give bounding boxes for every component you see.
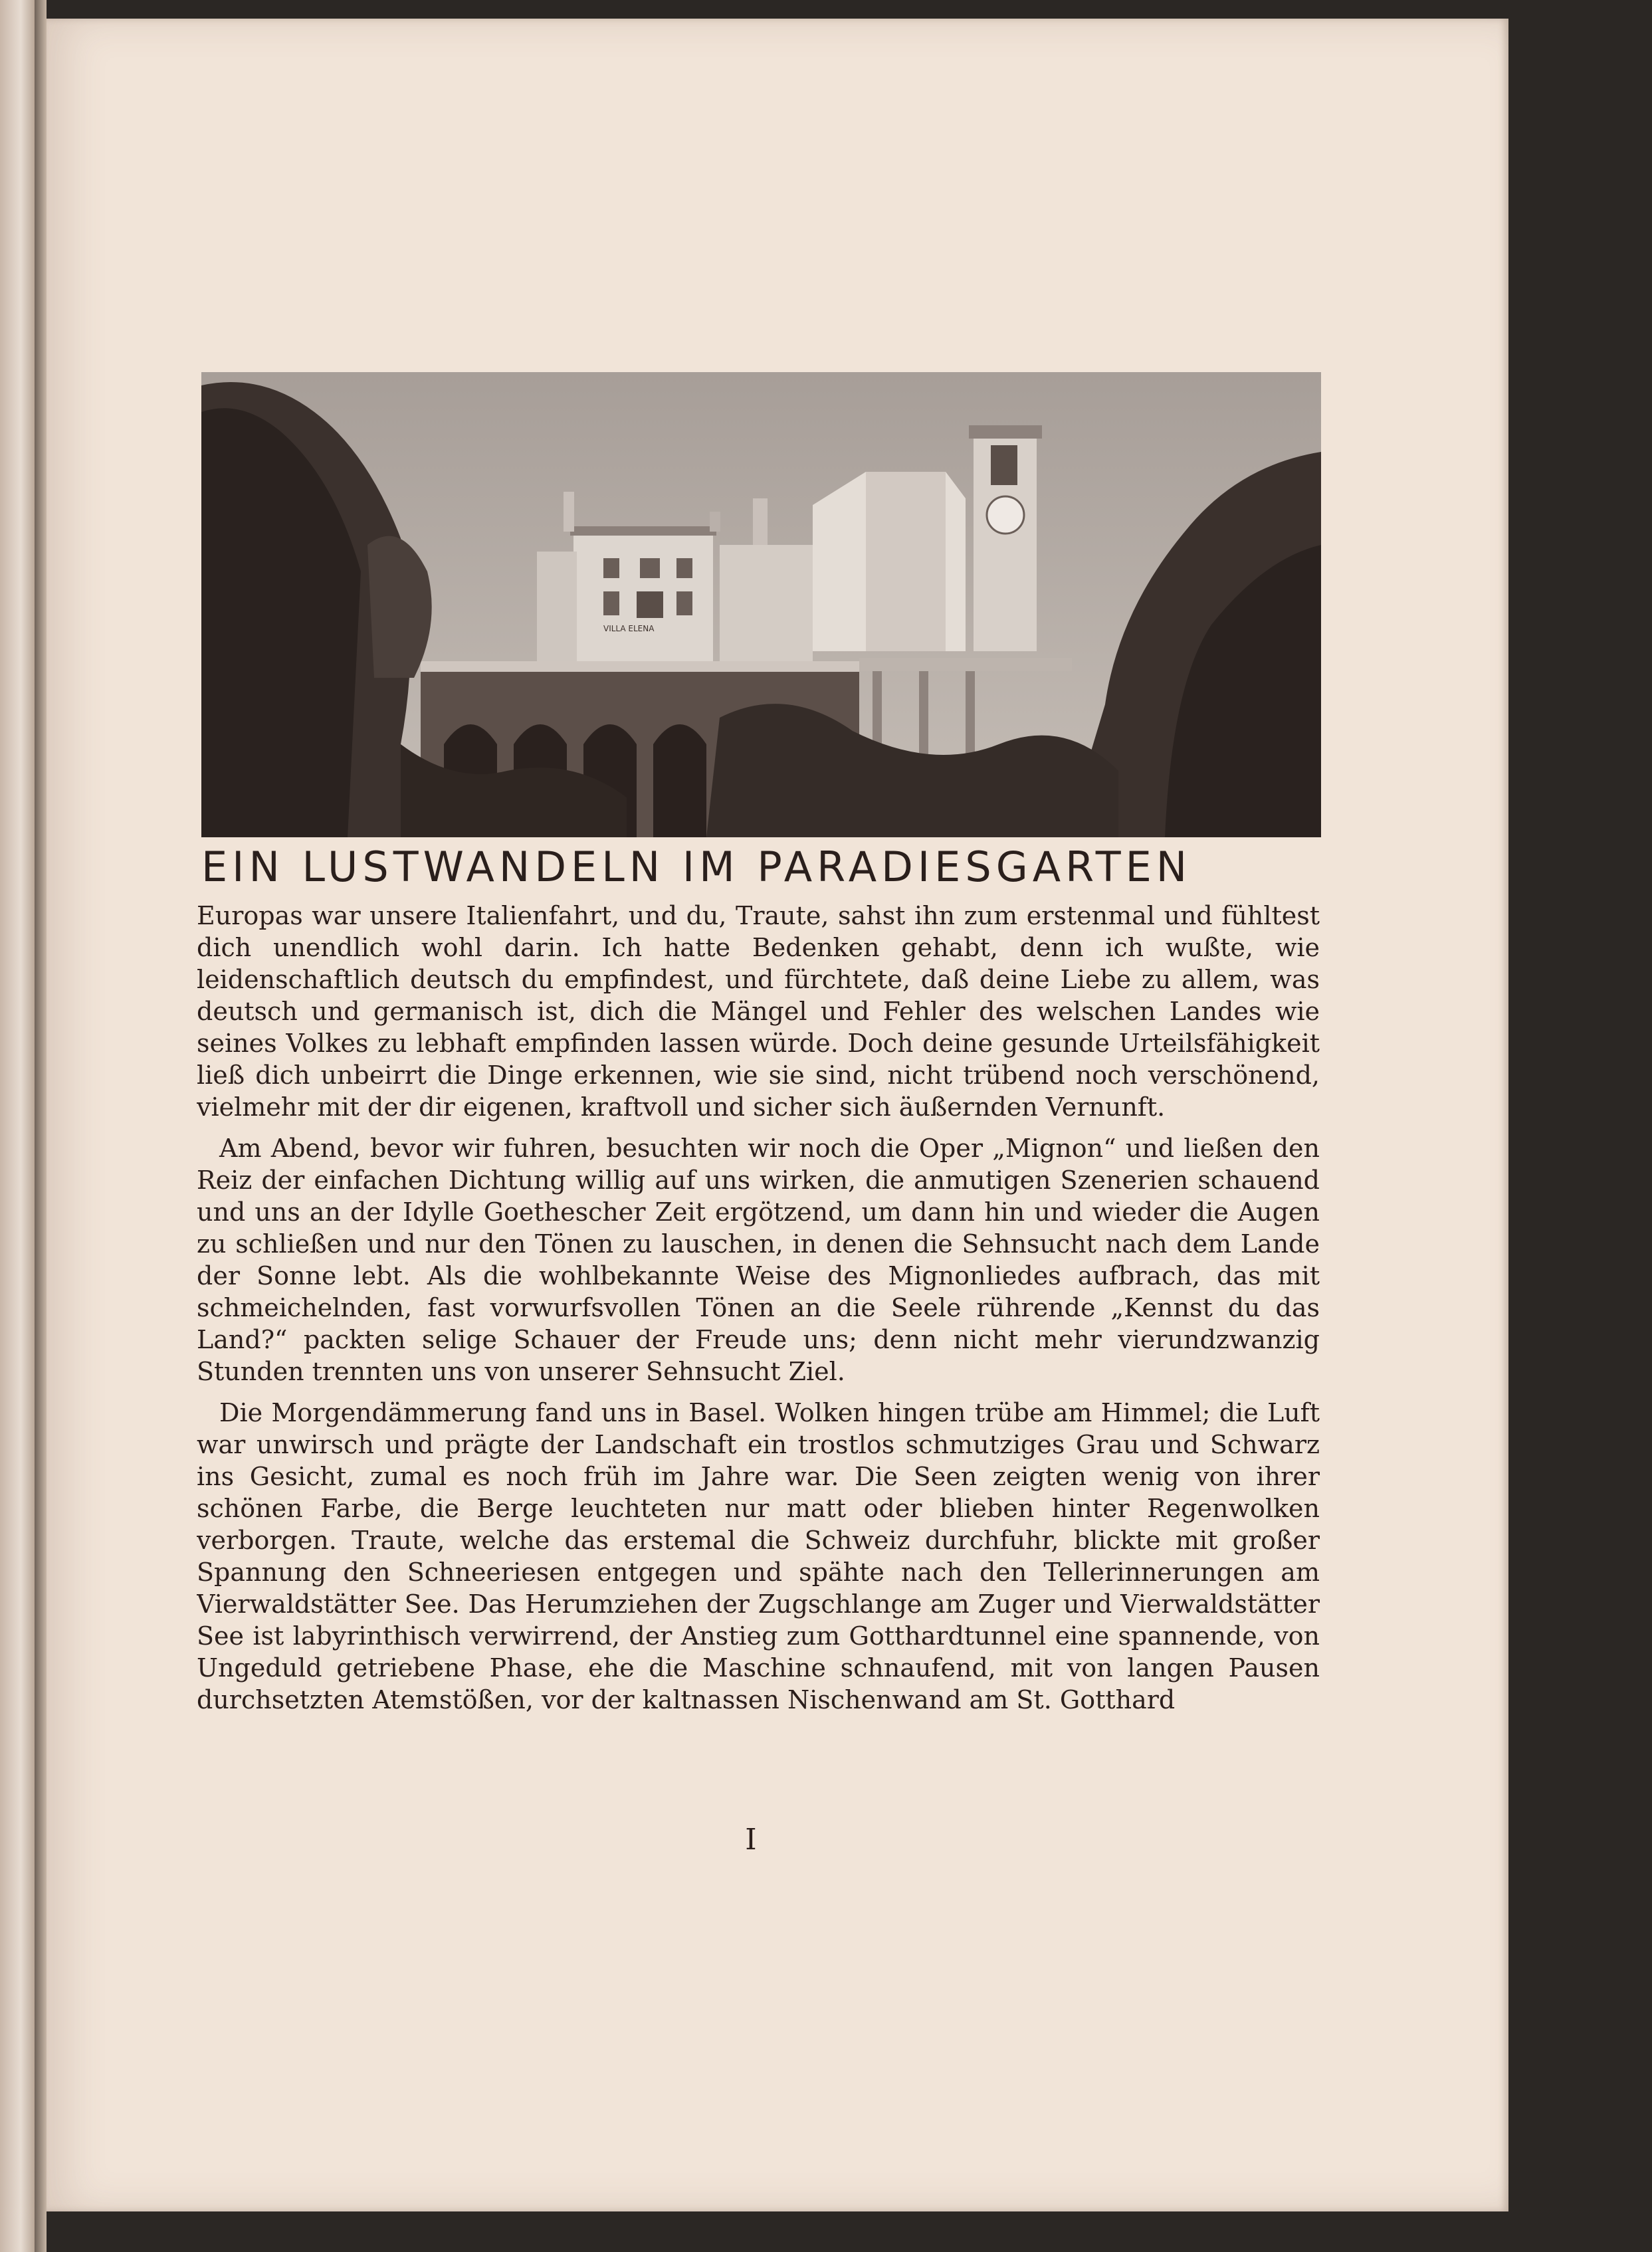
left-page-edge (0, 0, 35, 2252)
paragraph-3: Die Morgendämmerung fand uns in Basel. Wolken hingen trübe am Himmel; die Luft war unwirsch und prägte der Landschaft ein trostlos schmutziges Grau und Schwarz ins Gesicht, zumal es noch früh im Jahre war. Die Seen zeigten wenig von ihrer schönen Farbe, die Berge leuchteten nur matt oder blieben hinter Regenwolken verborgen. Traute, welche das erstemal die Schweiz durchfuhr, blickte mit großer Spannung den Schneeriesen entgegen und spähte nach den Tellerinnerungen am Vierwaldstätter See. Das Herumziehen der Zugschlange am Zuger und Vierwaldstätter See ist labyrinthisch verwirrend, der Anstieg zum Gotthardtunnel eine spannende, von Ungeduld getriebene Phase, ehe die Maschine schnaufend, mit von langen Pausen durchsetzten Atemstößen, vor der kaltnassen Nischenwand am St. Gotthard (197, 1398, 1320, 1714)
villa-photo-illustration (201, 372, 1321, 837)
paragraph-2: Am Abend, bevor wir fuhren, besuchten wir noch die Oper „Mignon“ und ließen den Reiz der einfachen Dichtung willig auf uns wirken, die anmutigen Szenerien schauend und uns an der Idylle Goethescher Zeit ergötzend, um dann hin und wieder die Augen zu schließen und nur den Tönen zu lauschen, in denen die Sehnsucht nach dem Lande der Sonne lebt. Als die wohlbekannte Weise des Mignonliedes aufbrach, das mit schmeichelnden, fast vorwurfsvollen Tönen an die Seele rührende „Kennst du das Land?“ packten selige Schauer der Freude uns; denn nicht mehr vierundzwanzig Stunden trennten uns von unserer Sehnsucht Ziel. (197, 1134, 1320, 1386)
article-headline: EIN LUSTWANDELN IM PARADIESGARTEN (201, 843, 1192, 891)
villa-sign-text: VILLA ELENA (603, 624, 655, 633)
book-page (47, 19, 1508, 2211)
page-number: I (745, 1823, 757, 1857)
paragraph-1: Europas war unsere Italienfahrt, und du, Traute, sahst ihn zum erstenmal und fühltest dich unendlich wohl darin. Ich hatte Bedenken gehabt, denn ich wußte, wie leidenschaftlich deutsch du empfindest, und fürchtete, daß deine Liebe zu allem, was deutsch und germanisch ist, dich die Mängel und Fehler des welschen Landes wie seines Volkes zu lebhaft empfinden lassen würde. Doch deine gesunde Urteilsfähigkeit ließ dich unbeirrt die Dinge erkennen, wie sie sind, nicht trübend noch verschönend, vielmehr mit der dir eigenen, kraftvoll und sicher sich äußernden Vernunft. (197, 901, 1320, 1122)
book-gutter (35, 0, 47, 2252)
article-body (197, 900, 1320, 1790)
villa-photograph (201, 372, 1321, 837)
